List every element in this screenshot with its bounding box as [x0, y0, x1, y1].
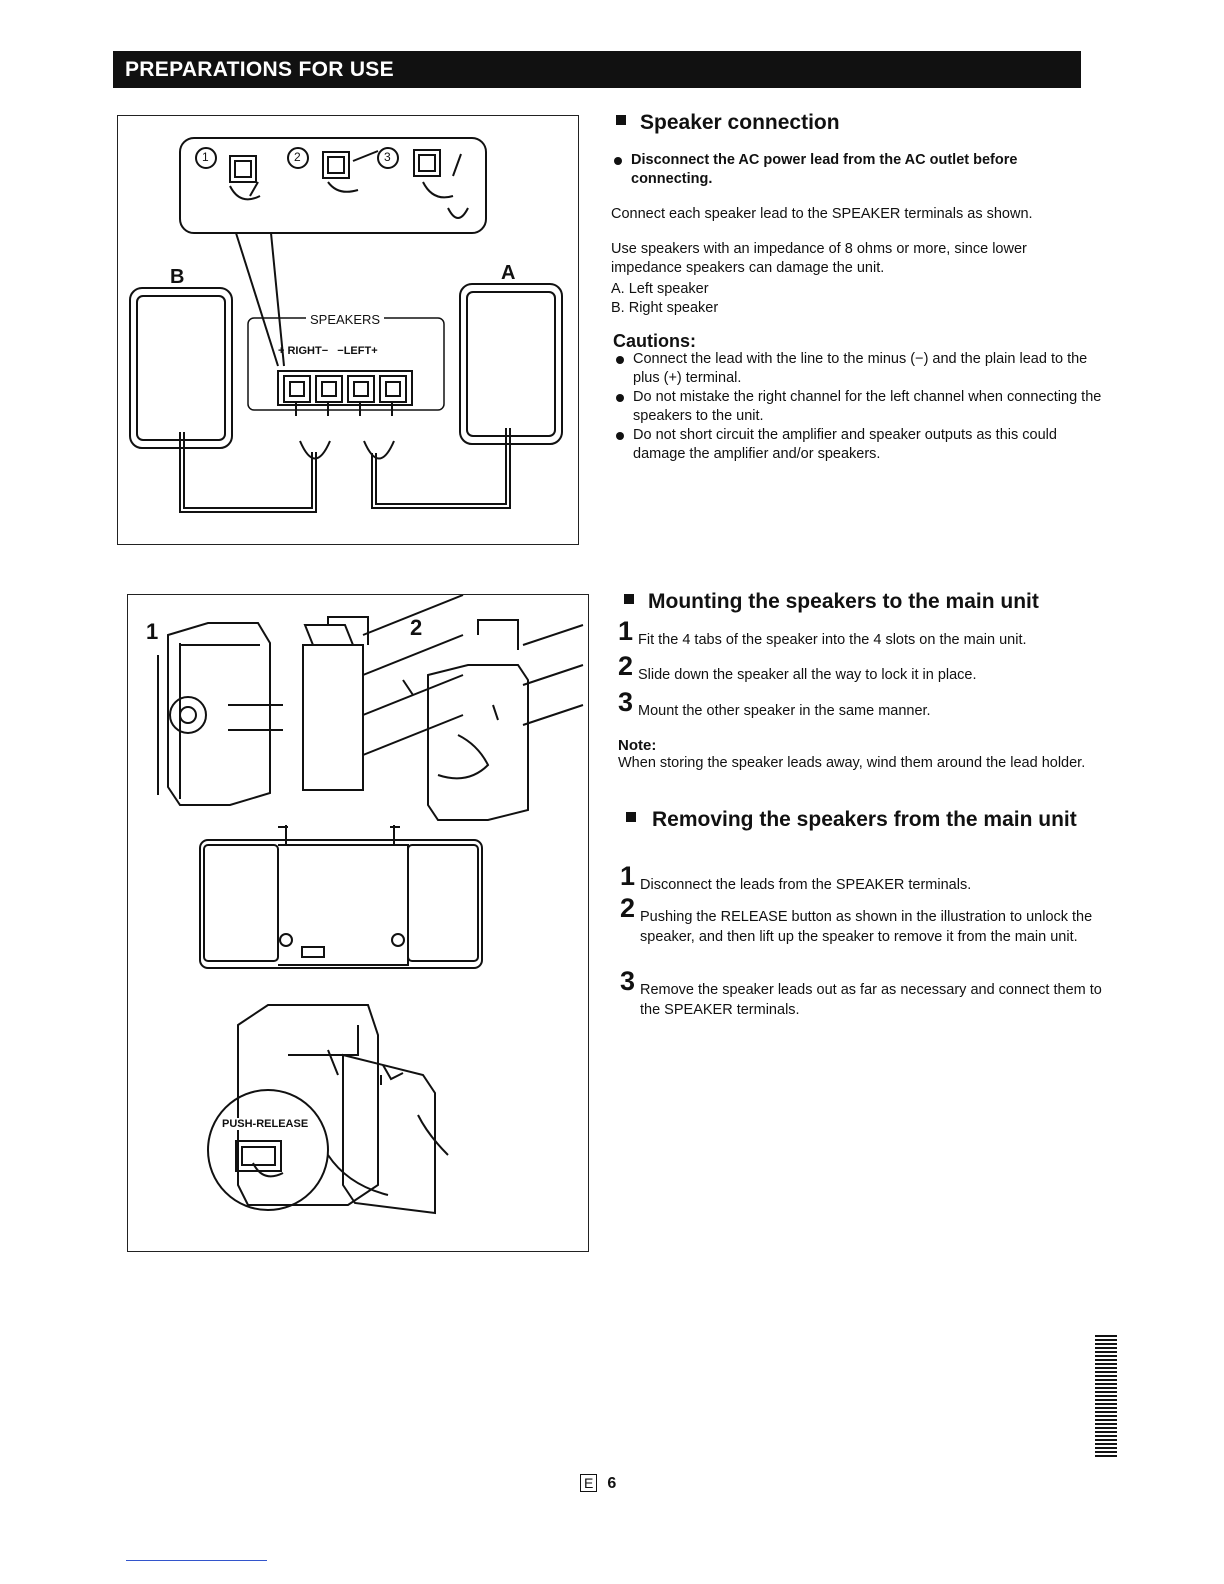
mount-step-2: 2 Slide down the speaker all the way to lock it in place. [618, 651, 977, 683]
mounting-heading: Mounting the speakers to the main unit [624, 590, 1039, 614]
language-box: E [580, 1474, 597, 1492]
caution-2: Do not mistake the right channel for the left channel when connecting the speakers to the unit. [613, 388, 1103, 426]
remove-step-3: 3 Remove the speaker leads out as far as necessary and connect them to the SPEAKER terminals. [620, 966, 1102, 1018]
speakers-terminal-label: SPEAKERS [306, 312, 384, 327]
cautions-heading: Cautions: [613, 331, 696, 351]
bullet-icon [616, 356, 624, 364]
mount-step-3: 3 Mount the other speaker in the same manner. [618, 687, 931, 719]
circle-step-2: 2 [294, 150, 301, 164]
mount-step-1: 1 Fit the 4 tabs of the speaker into the 4 slots on the main unit. [618, 616, 1027, 648]
section-header-bar [113, 51, 1081, 88]
circle-step-3: 3 [384, 150, 391, 164]
remove-step-1: 1 Disconnect the leads from the SPEAKER terminals. [620, 861, 972, 893]
heading-square-icon [624, 594, 634, 604]
note-text: When storing the speaker leads away, wind them around the lead holder. [618, 755, 1086, 771]
heading-square-icon [616, 115, 626, 125]
connection-para-2: Use speakers with an impedance of 8 ohms or more, since lower impedance speakers can damage the unit. [611, 241, 1027, 276]
mounting-speakers-figure [127, 594, 589, 1252]
mount-step-1-label: 1 [146, 619, 159, 644]
connection-para-1: Connect each speaker lead to the SPEAKER terminals as shown. [611, 206, 1033, 222]
connection-warning: Disconnect the AC power lead from the AC outlet before connecting. [611, 151, 1096, 189]
note-heading: Note: [618, 737, 657, 754]
section-header-title: PREPARATIONS FOR USE [125, 58, 394, 81]
speaker-b-label: B [170, 266, 185, 288]
bullet-icon [614, 157, 622, 165]
speaker-a-label: A [501, 262, 516, 284]
channel-polarity-label: + RIGHT− −LEFT+ [278, 345, 378, 357]
mount-step-2-label: 2 [410, 615, 423, 640]
page-number: E 6 [580, 1474, 616, 1493]
bullet-icon [616, 432, 624, 440]
circle-step-1: 1 [202, 150, 209, 164]
barcode-mark [1095, 1335, 1117, 1457]
removing-heading: Removing the speakers from the main unit [626, 806, 1114, 834]
footer-rule [126, 1560, 267, 1561]
caution-3: Do not short circuit the amplifier and speaker outputs as this could damage the amplifier and/or speakers. [613, 426, 1103, 464]
speaker-connection-figure [117, 115, 579, 545]
heading-square-icon [626, 812, 636, 822]
push-release-label: PUSH-RELEASE [222, 1118, 309, 1130]
remove-step-2: 2 Pushing the RELEASE button as shown in the illustration to unlock the speaker, and then lift up the speaker to remove it from the main unit. [620, 893, 1093, 945]
caution-1: Connect the lead with the line to the minus (−) and the plain lead to the plus (+) terminal. [613, 350, 1103, 388]
bullet-icon [616, 394, 624, 402]
speaker-connection-heading: Speaker connection [616, 111, 840, 135]
right-speaker-line: B. Right speaker [611, 300, 719, 316]
left-speaker-line: A. Left speaker [611, 281, 709, 297]
